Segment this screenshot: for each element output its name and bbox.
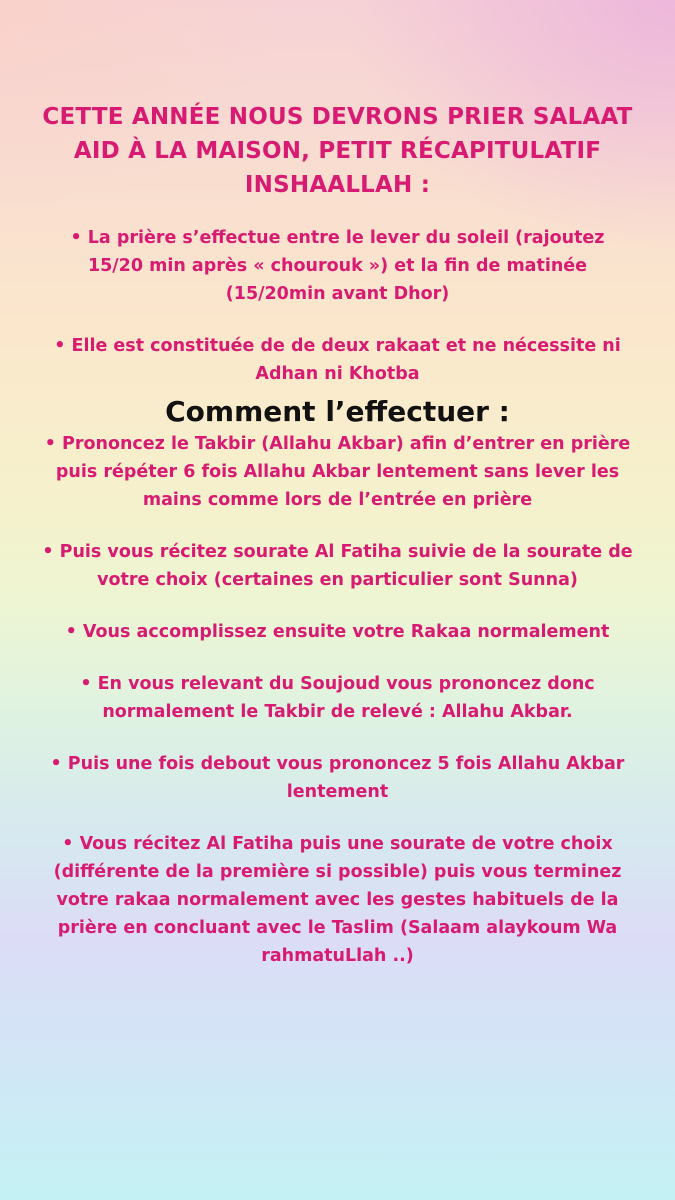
step-2: • Puis vous récitez sourate Al Fatiha suivie de la sourate de votre choix (certaines en particulier sont Sunna) xyxy=(42,542,633,590)
step-5: • Puis une fois debout vous prononcez 5 fois Allahu Akbar lentement xyxy=(50,754,625,802)
story-text xyxy=(40,100,635,994)
step-6: • Vous récitez Al Fatiha puis une sourate de votre choix (différente de la première si possible) puis vous terminez votre rakaa normalement avec les gestes habituels de la prière en concluant avec le Taslim (Salaam alaykoum Wa rahmatuLlah ..) xyxy=(53,834,622,966)
headline: CETTE ANNÉE NOUS DEVRONS PRIER SALAAT AID À LA MAISON, PETIT RÉCAPITULATIF INSHAALLAH : xyxy=(42,104,633,198)
step-4: • En vous relevant du Soujoud vous prononcez donc normalement le Takbir de relevé : Allahu Akbar. xyxy=(80,674,595,722)
step-3: • Vous accomplissez ensuite votre Rakaa normalement xyxy=(65,622,610,642)
step-1: • Prononcez le Takbir (Allahu Akbar) afin d’entrer en prière puis répéter 6 fois Allahu Akbar lentement sans lever les mains comme lors de l’entrée en prière xyxy=(44,434,631,510)
intro-timing: • La prière s’effectue entre le lever du soleil (rajoutez 15/20 min après « chourouk ») et la fin de matinée (15/20min avant Dhor) xyxy=(70,228,605,304)
intro-structure: • Elle est constituée de de deux rakaat et ne nécessite ni Adhan ni Khotba xyxy=(54,336,621,384)
section-heading: Comment l’effectuer : xyxy=(165,395,510,428)
